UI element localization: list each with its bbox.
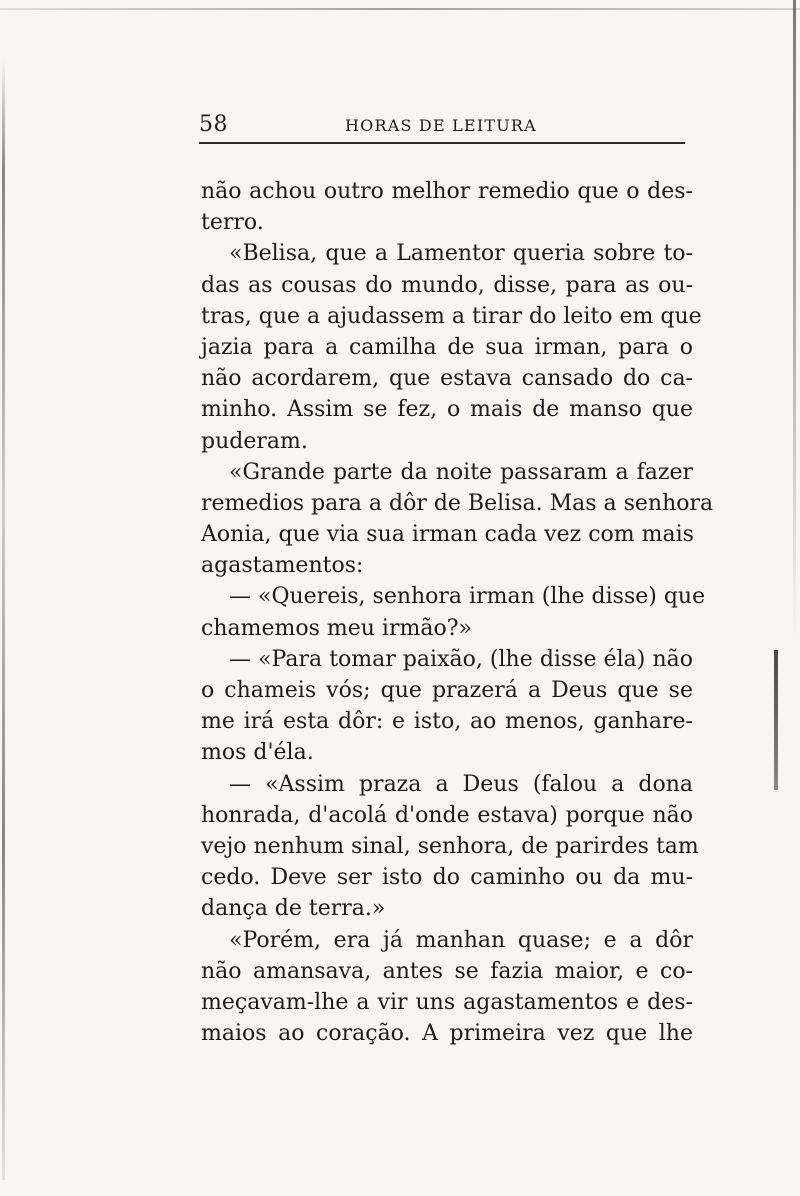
text-line: — «Assim praza a Deus (falou a dona bbox=[229, 771, 693, 797]
text-line: «Belisa, que a Lamentor queria sobre to- bbox=[229, 241, 693, 267]
text-line: minho. Assim se fez, o mais de manso que bbox=[201, 397, 693, 423]
text-line: dança de terra.» bbox=[201, 896, 386, 922]
text-line: tras, que a ajudassem a tirar do leito em que bbox=[201, 303, 702, 329]
scan-edge-right bbox=[793, 0, 796, 640]
text-line: das as cousas do mundo, disse, para as ou- bbox=[201, 272, 693, 298]
scan-edge-left bbox=[2, 60, 5, 1180]
text-line: me irá esta dôr: e isto, ao menos, ganhare- bbox=[201, 709, 693, 735]
text-line: maios ao coração. A primeira vez que lhe bbox=[201, 1021, 693, 1047]
text-line: meçavam-lhe a vir uns agastamentos e des- bbox=[201, 989, 693, 1015]
text-line: não acordarem, que estava cansado do ca- bbox=[201, 366, 693, 392]
text-line: não achou outro melhor remedio que o des- bbox=[201, 179, 693, 204]
page-number: 58 bbox=[199, 112, 228, 137]
scan-edge-top bbox=[0, 8, 800, 10]
scan-edge-right-lower bbox=[774, 650, 778, 790]
text-line: o chameis vós; que prazerá a Deus que se bbox=[201, 678, 693, 703]
text-line: — «Quereis, senhora irman (lhe disse) que bbox=[229, 584, 706, 610]
text-line: — «Para tomar paixão, (lhe disse éla) não bbox=[229, 646, 693, 672]
running-header bbox=[199, 112, 685, 142]
text-line: Aonia, que via sua irman cada vez com mais bbox=[201, 522, 694, 548]
text-line: terro. bbox=[201, 210, 264, 236]
text-line: puderam. bbox=[201, 428, 308, 454]
text-line: jazia para a camilha de sua irman, para o bbox=[201, 334, 693, 360]
text-line: não amansava, antes se fazia maior, e co- bbox=[201, 958, 693, 984]
text-line: chamemos meu irmão?» bbox=[201, 615, 472, 641]
body-text bbox=[201, 176, 714, 1049]
text-line: honrada, d'acolá d'onde estava) porque não bbox=[201, 802, 693, 828]
text-line: agastamentos: bbox=[201, 553, 364, 579]
text-line: vejo nenhum sinal, senhora, de parirdes tam bbox=[201, 833, 699, 859]
header-rule bbox=[199, 142, 685, 144]
text-line: «Porém, era já manhan quase; e a dôr bbox=[229, 927, 693, 953]
text-line: mos d'éla. bbox=[201, 740, 314, 766]
text-line: «Grande parte da noite passaram a fazer bbox=[229, 459, 693, 485]
text-line: cedo. Deve ser isto do caminho ou da mu- bbox=[201, 865, 693, 891]
text-line: remedios para a dôr de Belisa. Mas a senhora bbox=[201, 490, 714, 516]
running-title: HORAS DE LEITURA bbox=[345, 116, 537, 135]
